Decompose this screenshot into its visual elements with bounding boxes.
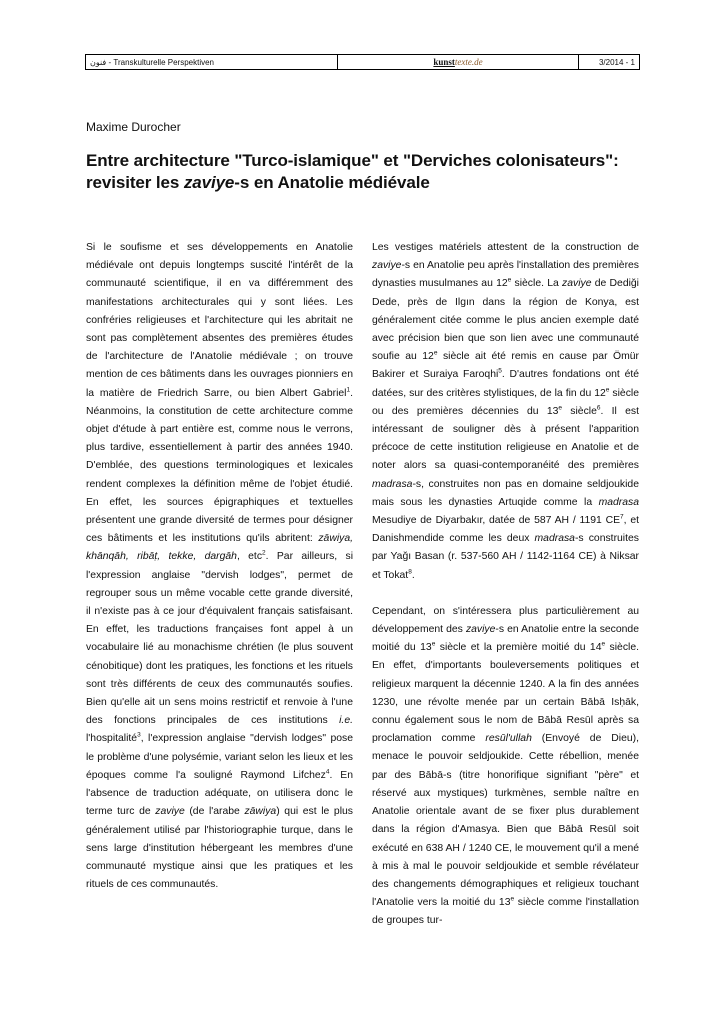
title-line-2-pre: revisiter les — [86, 173, 184, 192]
title-line-1: Entre architecture "Turco-islamique" et "Derviches colonisateurs": — [86, 151, 619, 170]
text-run: . D'autres fondations ont été datées, sur des critères stylistiques, de la fin du 12 — [372, 369, 640, 399]
footnote-ref: 7 — [620, 513, 624, 521]
text-run: -s, construites non pas en domaine seldjoukide mais sous les dynasties Artuqide comme la — [372, 478, 639, 508]
journal-name: فنون - Transkulturelle Perspektiven — [90, 57, 214, 67]
superscript: e — [605, 386, 610, 394]
text-run: . En l'absence de traduction adéquate, on utilisera donc le terme turc de — [86, 769, 353, 818]
footnote-ref: 8 — [408, 568, 412, 576]
article-title — [86, 150, 646, 194]
superscript: e — [507, 276, 512, 284]
footnote-ref: 3 — [137, 732, 141, 740]
italic-run: zāwiya — [244, 806, 277, 818]
italic-run: madrasa — [372, 478, 413, 490]
paragraph — [86, 239, 353, 894]
text-run: (de l'arabe — [184, 806, 245, 818]
text-run: . Par ailleurs, si l'expression anglaise "dervish lodges", permet de regrouper sous un même vocable cette grande diversité, il n'existe pas à ce jour d'équivalent français satisfaisant. En effet, les traductions françaises font appel à un vocabulaire lié au monachisme chrétien (le plus souvent cénobitique) dont les pratiques, les fonctions et les rituels sont très différents de ceux des communautés soufies. Bien qu'elle ait un sens moins restrictif et renvoie à l'une des fonctions principales de ces institutions — [86, 551, 354, 727]
text-run: (Envoyé de Dieu), menace le pouvoir seldjoukide. Cette rébellion, menée par des Bābā-s (titre honorifique signifiant "père" et réservé aux mystiques) turkmènes, semble naître en Anatolie orientale avant de se fixer plus durablement dans la région d'Amasya. Bien que Bābā Resūl soit exécuté en 638 AH / 1240 CE, le mouvement qu'il a mené à mis à mal le pouvoir seldjoukide et semble révélateur des changements démographiques et religieux touchant l'Anatolie vers la moitié du 13 — [372, 733, 639, 909]
italic-run: madrasa — [534, 533, 575, 545]
text-run: -s en Anatolie peu après l'installation des premières dynasties musulmanes au 12 — [372, 260, 639, 290]
footnote-ref: 6 — [596, 404, 601, 412]
italic-run: zaviye — [155, 806, 185, 818]
text-run: Cependant, on s'intéressera plus particulièrement au développement des — [372, 605, 639, 636]
text-run: de Dediği Dede, près de Ilgın dans la région de Konya, est généralement citée comme le plus ancien exemple daté avec précision bien que son lien avec une communauté soufie au 12 — [372, 278, 639, 363]
logo-texte: texte.de — [454, 57, 483, 67]
italic-run: resūl'ullah — [485, 733, 532, 745]
superscript: e — [433, 349, 438, 357]
title-line-2-em: zaviye — [183, 173, 235, 192]
right-column — [372, 239, 639, 931]
text-run: -s en Anatolie entre la seconde moitié du 13 — [372, 624, 639, 654]
text-run: siècle ou des premières décennies du 13 — [372, 387, 639, 417]
text-run: siècle. En effet, d'importants bouleversements politiques et religieux marquent la décennie 1240. A la fin des années 1230, une révolte menée par un certain Bābā Isḥāk, connu également sous le nom de Bābā Resūl après sa proclamation comme — [372, 642, 640, 745]
italic-run: zaviye — [372, 260, 402, 272]
text-run: siècle — [562, 405, 597, 417]
italic-run: zāwiya, khānqāh, ribāṭ, tekke, dargāh — [86, 533, 353, 563]
superscript: e — [510, 895, 515, 903]
paragraph — [372, 603, 639, 931]
italic-run: zaviye — [562, 278, 592, 290]
text-run: ) qui est le plus généralement utilisé par l'historiographie turque, dans le sens large d'institution hébergeant les membres d'une communauté mystique ainsi que les pratiques et les rituels de ces communautés. — [86, 806, 353, 891]
text-run: . Il est intéressant de souligner dès à présent l'apparition précoce de cette institution religieuse en Anatolie et de noter alors sa quasi-contemporanéité des premières — [372, 405, 640, 472]
left-column — [86, 239, 353, 894]
logo-kunst: kunst — [433, 57, 455, 67]
italic-run: madrasa — [598, 496, 639, 508]
text-run: siècle comme l'installation de groupes tur- — [372, 897, 640, 927]
footnote-ref: 5 — [498, 367, 502, 375]
superscript: e — [558, 404, 563, 412]
text-run: . Néanmoins, la constitution de cette architecture comme objet d'étude à part entière est, comme nous le verrons, plus tardive, essentiellement à partir des années 1940. D'emblée, des questions terminologiques et lexicales rendent complexes la définition même de l'objet étudié. En effet, les sources épigraphiques et textuelles présentent une grande diversité de termes pour désigner ces bâtiments et les institutions qu'ils abritent: — [86, 387, 353, 545]
footnote-ref: 4 — [325, 768, 330, 776]
issue-number: 3/2014 - 1 — [598, 57, 635, 67]
title-line-2-post: -s en Anatolie médiévale — [234, 173, 430, 192]
superscript: e — [601, 640, 606, 648]
text-run: l'hospitalité — [86, 733, 138, 745]
text-run: Les vestiges matériels attestent de la construction de — [372, 242, 639, 253]
footnote-ref: 1 — [346, 386, 351, 394]
text-run: siècle ait été remis en cause par Ömür Bakirer et Suraiya Faroqhi — [372, 351, 639, 381]
italic-run: zaviye — [465, 624, 496, 636]
paragraph — [372, 239, 639, 585]
journal-header — [85, 54, 640, 70]
text-run: , l'expression anglaise "dervish lodges" pose le problème d'une polysémie, variant selon les lieux et les époques comme l'a souligné Raymond Lifchez — [86, 733, 353, 781]
footnote-ref: 2 — [262, 549, 266, 557]
superscript: e — [431, 640, 436, 648]
text-run: Mesudiye de Diyarbakır, datée de 587 AH / 1191 CE — [372, 515, 621, 527]
italic-run: i.e. — [339, 715, 353, 727]
text-run: siècle et la première moitié du 14 — [435, 642, 602, 654]
author-name: Maxime Durocher — [86, 120, 181, 134]
text-run: siècle. La — [511, 278, 563, 290]
text-run: Si le soufisme et ses développements en Anatolie médiévale ont depuis longtemps suscité l'intérêt de la communauté scientifique, il en va différemment des manifestations architecturales qui y sont liées. Les confréries religieuses et l'architecture qui les abritait ne sont pas complètement absentes des premières études de l'architecture de l'Anatolie médiévale ; on trouve mention de ces bâtiments dans les ouvrages pionniers en la matière de Friedrich Sarre, ou bien Albert Gabriel — [86, 242, 353, 399]
text-run: , etc — [236, 551, 263, 563]
text-run: -s construites par Yağı Basan (r. 537-560 AH / 1142-1164 CE) à Niksar et Tokat — [372, 533, 639, 581]
journal-logo — [337, 55, 579, 69]
text-run: , et Danishmendide comme les deux — [372, 515, 639, 545]
text-run: . — [411, 569, 415, 581]
